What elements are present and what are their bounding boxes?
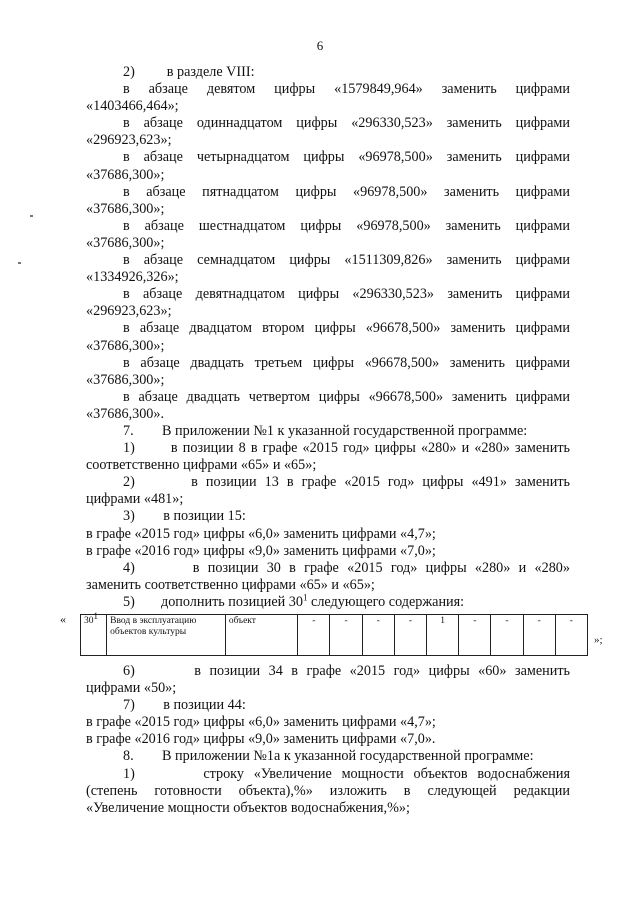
text-line: в абзаце семнадцатом цифры «1511309,826» заменить цифрами	[123, 252, 570, 269]
text-line: «37686,300»;	[86, 234, 165, 251]
position-sup: 1	[93, 611, 98, 621]
text-line: в абзаце двадцатом втором цифры «96678,500» заменить цифрами	[123, 320, 570, 337]
amendments-section-bottom	[86, 663, 570, 817]
text-line: в графе «2016 год» цифры «9,0» заменить цифрами «7,0».	[86, 731, 436, 748]
table-cell-value: -	[298, 615, 330, 656]
text-line: 1) строку «Увеличение мощности объектов водоснабжения	[123, 765, 570, 782]
text-line: в абзаце девятом цифры «1579849,964» заменить цифрами	[123, 81, 570, 98]
text-line: 6) в позиции 34 в графе «2015 год» цифры «60» заменить	[123, 663, 570, 679]
table-cell-value: -	[394, 615, 426, 656]
table-cell-value: -	[523, 615, 555, 656]
text-line: «296923,623»;	[86, 132, 172, 149]
text-line: «Увеличение мощности объектов водоснабжения,%»;	[86, 799, 410, 816]
text-line: в абзаце четырнадцатом цифры «96978,500» заменить цифрами	[123, 149, 570, 166]
text-line: «37686,300»;	[86, 337, 165, 354]
text-line: «37686,300»;	[86, 166, 165, 183]
text-line: 7. В приложении №1 к указанной государственной программе:	[123, 422, 528, 439]
table-cell-value: -	[491, 615, 523, 656]
table-cell-position	[81, 611, 107, 656]
item-number: 5)	[123, 593, 135, 610]
text-line: в абзаце пятнадцатом цифры «96978,500» заменить цифрами	[123, 183, 570, 200]
scan-speck	[30, 215, 33, 217]
page-number: 6	[316, 38, 324, 53]
document-body	[60, 64, 603, 817]
table-cell-value: 1	[427, 615, 459, 656]
text-line: 2) в разделе VIII:	[123, 64, 255, 80]
text-line: 3) в позиции 15:	[123, 508, 246, 525]
text-line: заменить соответственно цифрами «65» и «65»;	[86, 576, 375, 593]
position-label: 30	[84, 616, 94, 627]
text-line: 4) в позиции 30 в графе «2015 год» цифры «280» и «280»	[123, 559, 570, 576]
position-table-wrap	[60, 611, 603, 658]
text-line: «1334926,326»;	[86, 269, 179, 286]
text-line: 7) в позиции 44:	[123, 697, 246, 714]
text-line: «37686,300»;	[86, 200, 165, 217]
table-row	[81, 615, 588, 656]
item-5-line	[86, 594, 570, 611]
quote-close: »;	[594, 634, 603, 646]
text-line: в графе «2015 год» цифры «6,0» заменить цифрами «4,7»;	[86, 714, 436, 731]
table-cell-value: -	[555, 615, 587, 656]
table-cell-value: -	[362, 615, 394, 656]
text-line: в абзаце шестнадцатом цифры «96978,500» заменить цифрами	[123, 217, 570, 234]
table-cell-name: Ввод в эксплуатацию объектов культуры	[107, 615, 226, 656]
text-line: 1) в позиции 8 в графе «2015 год» цифры «280» и «280» заменить	[123, 440, 570, 457]
text-line: цифрами «50»;	[86, 680, 177, 697]
position-table	[80, 611, 588, 656]
text-line: в абзаце девятнадцатом цифры «296330,523» заменить цифрами	[123, 286, 570, 303]
quote-open: «	[60, 612, 66, 626]
scan-speck	[18, 262, 21, 264]
text-line: соответственно цифрами «65» и «65»;	[86, 457, 317, 474]
item-text: следующего содержания:	[307, 593, 465, 610]
superscript: 1	[303, 592, 308, 603]
text-line: 2) в позиции 13 в графе «2015 год» цифры «491» заменить	[123, 474, 570, 491]
item-text: дополнить позицией 30	[161, 593, 303, 610]
text-line: цифрами «481»;	[86, 491, 184, 508]
text-line: в абзаце двадцать третьем цифры «96678,500» заменить цифрами	[123, 354, 570, 371]
table-cell-value: -	[459, 615, 491, 656]
text-line: 8. В приложении №1а к указанной государственной программе:	[123, 748, 534, 765]
table-cell-unit: объект	[225, 615, 297, 656]
amendments-section-top	[86, 64, 570, 594]
text-line: в абзаце одиннадцатом цифры «296330,523» заменить цифрами	[123, 115, 570, 132]
text-line: в абзаце двадцать четвертом цифры «96678,500» заменить цифрами	[123, 388, 570, 405]
text-line: в графе «2016 год» цифры «9,0» заменить цифрами «7,0»;	[86, 542, 436, 559]
text-line: «37686,300»;	[86, 371, 165, 388]
text-line: «296923,623»;	[86, 303, 172, 320]
text-line: в графе «2015 год» цифры «6,0» заменить цифрами «4,7»;	[86, 525, 436, 542]
text-line: «37686,300».	[86, 405, 165, 422]
text-line: «1403466,464»;	[86, 98, 179, 115]
table-cell-value: -	[330, 615, 362, 656]
text-line: (степень готовности объекта),%» изложить в следующей редакции	[86, 782, 570, 799]
